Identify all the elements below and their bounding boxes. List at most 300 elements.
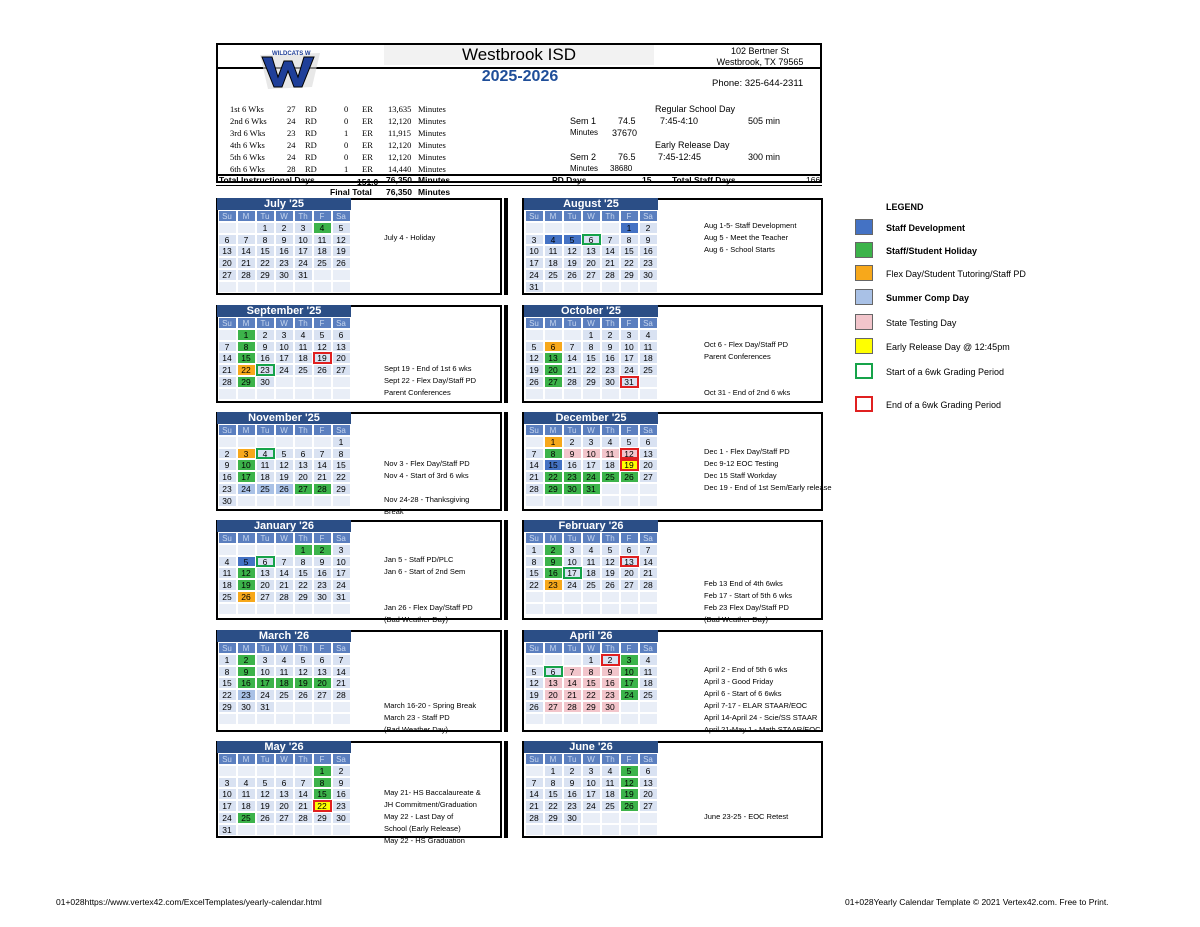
empty-day-cell bbox=[544, 222, 563, 234]
weekday-header: Th bbox=[294, 642, 313, 654]
month-calendar bbox=[524, 198, 658, 293]
empty-day-cell bbox=[275, 388, 294, 400]
empty-day-cell bbox=[294, 281, 313, 293]
summary-rd: 28 bbox=[287, 164, 296, 174]
month-calendar bbox=[217, 741, 351, 836]
empty-day-cell bbox=[525, 765, 544, 777]
day-cell: 5 bbox=[275, 448, 294, 460]
day-cell: 11 bbox=[582, 556, 601, 568]
day-cell: 28 bbox=[525, 483, 544, 495]
day-cell: 19 bbox=[525, 689, 544, 701]
day-cell: 24 bbox=[620, 364, 639, 376]
day-cell: 28 bbox=[237, 269, 256, 281]
note-line bbox=[704, 542, 792, 554]
final-total-minutes: 76,350 bbox=[386, 187, 412, 197]
day-cell: 9 bbox=[256, 341, 275, 353]
empty-day-cell bbox=[620, 603, 639, 615]
day-cell: 4 bbox=[275, 654, 294, 666]
empty-day-cell bbox=[218, 603, 237, 615]
empty-day-cell bbox=[275, 281, 294, 293]
day-cell: 2 bbox=[332, 765, 351, 777]
sem1-minutes: 37670 bbox=[612, 128, 638, 138]
note-line bbox=[704, 652, 821, 664]
month-title: September '25 bbox=[217, 305, 351, 317]
empty-day-cell bbox=[639, 376, 658, 388]
day-cell: 27 bbox=[639, 800, 658, 812]
month-notes bbox=[384, 763, 481, 847]
day-cell: 19 bbox=[620, 459, 639, 471]
empty-day-cell bbox=[525, 713, 544, 725]
weekday-header: F bbox=[620, 210, 639, 222]
month-notes bbox=[384, 652, 476, 736]
note-line: Aug 1-5- Staff Development bbox=[704, 221, 797, 230]
panel-separator bbox=[504, 412, 508, 511]
month-grid bbox=[525, 753, 659, 836]
month-calendar bbox=[217, 305, 351, 400]
summary-er-label: ER bbox=[362, 164, 373, 174]
early-day-label: Early Release Day bbox=[655, 140, 730, 150]
address-line1: 102 Bertner St bbox=[730, 46, 790, 56]
summary-period: 4th 6 Wks bbox=[230, 140, 265, 150]
empty-day-cell bbox=[313, 713, 332, 725]
day-cell: 17 bbox=[563, 567, 582, 579]
note-line: Aug 6 - School Starts bbox=[704, 245, 775, 254]
note-line bbox=[384, 351, 476, 363]
month-title: May '26 bbox=[217, 741, 351, 753]
day-cell: 14 bbox=[275, 567, 294, 579]
note-line: July 4 - Holiday bbox=[384, 233, 436, 242]
empty-day-cell bbox=[256, 713, 275, 725]
note-line: Parent Conferences bbox=[704, 352, 771, 361]
day-cell: 21 bbox=[313, 471, 332, 483]
day-cell: 3 bbox=[582, 436, 601, 448]
day-cell: 6 bbox=[639, 765, 658, 777]
weekday-header: Sa bbox=[332, 424, 351, 436]
day-cell: 6 bbox=[544, 341, 563, 353]
day-cell: 13 bbox=[620, 556, 639, 568]
day-cell: 22 bbox=[294, 579, 313, 591]
day-cell: 25 bbox=[639, 689, 658, 701]
day-cell: 16 bbox=[601, 352, 620, 364]
weekday-header: Tu bbox=[563, 317, 582, 329]
empty-day-cell bbox=[563, 591, 582, 603]
regular-day-time: 7:45-4:10 bbox=[660, 116, 699, 126]
day-cell: 11 bbox=[639, 666, 658, 678]
day-cell: 13 bbox=[218, 245, 237, 257]
day-cell: 24 bbox=[218, 812, 237, 824]
day-cell: 23 bbox=[256, 364, 275, 376]
day-cell: 1 bbox=[544, 436, 563, 448]
day-cell: 10 bbox=[332, 556, 351, 568]
weekday-header: Su bbox=[218, 532, 237, 544]
day-cell: 25 bbox=[294, 364, 313, 376]
day-cell: 14 bbox=[525, 788, 544, 800]
note-line bbox=[384, 542, 473, 554]
day-cell: 5 bbox=[620, 765, 639, 777]
weekday-header: F bbox=[620, 317, 639, 329]
day-cell: 1 bbox=[582, 654, 601, 666]
day-cell: 29 bbox=[237, 376, 256, 388]
day-cell: 19 bbox=[294, 677, 313, 689]
day-cell: 29 bbox=[620, 269, 639, 281]
summary-er-label: ER bbox=[362, 152, 373, 162]
day-cell: 11 bbox=[294, 341, 313, 353]
weekday-header: M bbox=[237, 532, 256, 544]
empty-day-cell bbox=[218, 388, 237, 400]
day-cell: 8 bbox=[218, 666, 237, 678]
sem1-value: 74.5 bbox=[618, 116, 636, 126]
day-cell: 30 bbox=[563, 483, 582, 495]
summary-minutes: 12,120 bbox=[388, 152, 412, 162]
empty-day-cell bbox=[544, 654, 563, 666]
day-cell: 26 bbox=[332, 257, 351, 269]
weekday-header: Sa bbox=[639, 424, 658, 436]
day-cell: 14 bbox=[237, 245, 256, 257]
weekday-header: W bbox=[582, 424, 601, 436]
day-cell: 22 bbox=[256, 257, 275, 269]
day-cell: 2 bbox=[256, 329, 275, 341]
note-line bbox=[384, 578, 473, 590]
summary-period: 1st 6 Wks bbox=[230, 104, 264, 114]
weekday-header: W bbox=[275, 532, 294, 544]
empty-day-cell bbox=[237, 281, 256, 293]
month-notes bbox=[384, 542, 473, 626]
day-cell: 11 bbox=[544, 245, 563, 257]
weekday-header: Su bbox=[525, 317, 544, 329]
day-cell: 1 bbox=[620, 222, 639, 234]
day-cell: 31 bbox=[525, 281, 544, 293]
day-cell: 20 bbox=[582, 257, 601, 269]
day-cell: 21 bbox=[237, 257, 256, 269]
month-title: August '25 bbox=[524, 198, 658, 210]
day-cell: 17 bbox=[620, 677, 639, 689]
weekday-header: W bbox=[582, 642, 601, 654]
day-cell: 15 bbox=[582, 352, 601, 364]
legend-label: State Testing Day bbox=[886, 318, 957, 328]
day-cell: 29 bbox=[218, 701, 237, 713]
weekday-header: Sa bbox=[332, 210, 351, 222]
empty-day-cell bbox=[639, 591, 658, 603]
empty-day-cell bbox=[294, 603, 313, 615]
month-calendar bbox=[524, 520, 658, 615]
summary-rd: 24 bbox=[287, 152, 296, 162]
day-cell: 25 bbox=[544, 269, 563, 281]
weekday-header: Tu bbox=[256, 424, 275, 436]
summary-er: 0 bbox=[344, 152, 349, 162]
day-cell: 17 bbox=[525, 257, 544, 269]
empty-day-cell bbox=[275, 495, 294, 507]
day-cell: 4 bbox=[601, 765, 620, 777]
note-line: June 23-25 - EOC Retest bbox=[704, 812, 789, 821]
day-cell: 9 bbox=[639, 234, 658, 246]
empty-day-cell bbox=[563, 713, 582, 725]
panel-separator bbox=[504, 520, 508, 620]
empty-day-cell bbox=[275, 436, 294, 448]
day-cell: 15 bbox=[313, 788, 332, 800]
weekday-header: Tu bbox=[256, 753, 275, 765]
sem2-label: Sem 2 bbox=[570, 152, 597, 162]
empty-day-cell bbox=[544, 603, 563, 615]
day-cell: 26 bbox=[237, 591, 256, 603]
day-cell: 4 bbox=[256, 448, 275, 460]
day-cell: 17 bbox=[275, 352, 294, 364]
empty-day-cell bbox=[620, 812, 639, 824]
day-cell: 9 bbox=[601, 666, 620, 678]
weekday-header: W bbox=[275, 642, 294, 654]
weekday-header: Su bbox=[525, 642, 544, 654]
note-line bbox=[384, 446, 470, 458]
day-cell: 25 bbox=[218, 591, 237, 603]
day-cell: 11 bbox=[218, 567, 237, 579]
day-cell: 24 bbox=[294, 257, 313, 269]
note-line: Oct 6 - Flex Day/Staff PD bbox=[704, 340, 789, 349]
empty-day-cell bbox=[525, 329, 544, 341]
day-cell: 20 bbox=[639, 788, 658, 800]
day-cell: 21 bbox=[218, 364, 237, 376]
day-cell: 31 bbox=[294, 269, 313, 281]
note-line: Nov 4 - Start of 3rd 6 wks bbox=[384, 471, 469, 480]
empty-day-cell bbox=[639, 495, 658, 507]
empty-day-cell bbox=[601, 713, 620, 725]
day-cell: 29 bbox=[256, 269, 275, 281]
empty-day-cell bbox=[237, 765, 256, 777]
month-title: February '26 bbox=[524, 520, 658, 532]
month-grid bbox=[525, 424, 659, 507]
day-cell: 16 bbox=[237, 677, 256, 689]
note-line: Nov 24-28 - Thanksgiving bbox=[384, 495, 470, 504]
day-cell: 3 bbox=[620, 654, 639, 666]
day-cell: 10 bbox=[237, 459, 256, 471]
day-cell: 16 bbox=[544, 567, 563, 579]
day-cell: 3 bbox=[620, 329, 639, 341]
empty-day-cell bbox=[620, 483, 639, 495]
day-cell: 12 bbox=[294, 666, 313, 678]
day-cell: 14 bbox=[313, 459, 332, 471]
weekday-header: Su bbox=[525, 210, 544, 222]
day-cell: 25 bbox=[601, 800, 620, 812]
empty-day-cell bbox=[620, 495, 639, 507]
weekday-header: F bbox=[313, 424, 332, 436]
day-cell: 23 bbox=[218, 483, 237, 495]
day-cell: 8 bbox=[620, 234, 639, 246]
day-cell: 13 bbox=[275, 788, 294, 800]
note-line bbox=[384, 482, 470, 494]
day-cell: 13 bbox=[639, 777, 658, 789]
weekday-header: F bbox=[313, 532, 332, 544]
note-line: Dec 19 - End of 1st Sem/Early release bbox=[704, 483, 832, 492]
empty-day-cell bbox=[544, 591, 563, 603]
day-cell: 7 bbox=[563, 341, 582, 353]
weekday-header: Su bbox=[525, 532, 544, 544]
regular-day-minutes: 505 min bbox=[748, 116, 781, 126]
empty-day-cell bbox=[332, 388, 351, 400]
empty-day-cell bbox=[275, 544, 294, 556]
day-cell: 2 bbox=[563, 436, 582, 448]
summary-er: 0 bbox=[344, 104, 349, 114]
month-grid bbox=[218, 753, 352, 836]
day-cell: 13 bbox=[313, 666, 332, 678]
day-cell: 14 bbox=[601, 245, 620, 257]
empty-day-cell bbox=[256, 436, 275, 448]
empty-day-cell bbox=[601, 603, 620, 615]
day-cell: 14 bbox=[294, 788, 313, 800]
month-title: December '25 bbox=[524, 412, 658, 424]
empty-day-cell bbox=[544, 281, 563, 293]
day-cell: 20 bbox=[332, 352, 351, 364]
note-line bbox=[384, 652, 476, 664]
note-line bbox=[704, 763, 788, 775]
day-cell: 25 bbox=[639, 364, 658, 376]
day-cell: 19 bbox=[563, 257, 582, 269]
early-day-time: 7:45-12:45 bbox=[658, 152, 702, 162]
empty-day-cell bbox=[582, 713, 601, 725]
day-cell: 1 bbox=[332, 436, 351, 448]
empty-day-cell bbox=[525, 436, 544, 448]
day-cell: 14 bbox=[563, 677, 582, 689]
empty-day-cell bbox=[294, 713, 313, 725]
day-cell: 11 bbox=[275, 666, 294, 678]
day-cell: 8 bbox=[582, 666, 601, 678]
day-cell: 17 bbox=[332, 567, 351, 579]
month-calendar bbox=[524, 412, 658, 507]
weekday-header: Th bbox=[601, 532, 620, 544]
empty-day-cell bbox=[601, 388, 620, 400]
month-calendar bbox=[524, 630, 658, 725]
empty-day-cell bbox=[275, 765, 294, 777]
empty-day-cell bbox=[256, 765, 275, 777]
note-line: Jan 5 - Staff PD/PLC bbox=[384, 555, 454, 564]
day-cell: 8 bbox=[256, 234, 275, 246]
day-cell: 26 bbox=[620, 471, 639, 483]
weekday-header: M bbox=[237, 642, 256, 654]
summary-period: 5th 6 Wks bbox=[230, 152, 265, 162]
empty-day-cell bbox=[313, 269, 332, 281]
summary-period: 6th 6 Wks bbox=[230, 164, 265, 174]
day-cell: 16 bbox=[218, 471, 237, 483]
day-cell: 16 bbox=[563, 788, 582, 800]
day-cell: 14 bbox=[332, 666, 351, 678]
summary-unit: Minutes bbox=[418, 164, 446, 174]
weekday-header: Tu bbox=[563, 424, 582, 436]
day-cell: 16 bbox=[275, 245, 294, 257]
day-cell: 4 bbox=[313, 222, 332, 234]
empty-day-cell bbox=[237, 713, 256, 725]
weekday-header: Tu bbox=[563, 642, 582, 654]
day-cell: 31 bbox=[620, 376, 639, 388]
day-cell: 16 bbox=[256, 352, 275, 364]
day-cell: 18 bbox=[601, 459, 620, 471]
day-cell: 19 bbox=[237, 579, 256, 591]
month-calendar bbox=[217, 520, 351, 615]
weekday-header: Su bbox=[218, 642, 237, 654]
summary-er-label: ER bbox=[362, 128, 373, 138]
note-line: School (Early Release) bbox=[384, 824, 461, 833]
panel-separator bbox=[504, 198, 508, 295]
empty-day-cell bbox=[601, 222, 620, 234]
empty-day-cell bbox=[313, 376, 332, 388]
note-line: Dec 9-12 EOC Testing bbox=[704, 459, 779, 468]
empty-day-cell bbox=[620, 824, 639, 836]
day-cell: 4 bbox=[582, 544, 601, 556]
day-cell: 31 bbox=[582, 483, 601, 495]
day-cell: 28 bbox=[332, 689, 351, 701]
day-cell: 10 bbox=[582, 448, 601, 460]
day-cell: 15 bbox=[256, 245, 275, 257]
weekday-header: Th bbox=[601, 424, 620, 436]
day-cell: 27 bbox=[218, 269, 237, 281]
weekday-header: Su bbox=[525, 753, 544, 765]
day-cell: 25 bbox=[237, 812, 256, 824]
logo-text: WILDCATS W bbox=[272, 51, 311, 57]
weekday-header: W bbox=[582, 317, 601, 329]
day-cell: 1 bbox=[544, 765, 563, 777]
day-cell: 12 bbox=[563, 245, 582, 257]
day-cell: 13 bbox=[332, 341, 351, 353]
note-line: March 23 - Staff PD bbox=[384, 713, 450, 722]
weekday-header: Th bbox=[294, 753, 313, 765]
empty-day-cell bbox=[218, 436, 237, 448]
day-cell: 10 bbox=[582, 777, 601, 789]
day-cell: 22 bbox=[525, 579, 544, 591]
day-cell: 5 bbox=[525, 341, 544, 353]
day-cell: 24 bbox=[237, 483, 256, 495]
note-line: March 16-20 - Spring Break bbox=[384, 701, 477, 710]
legend-label: Start of a 6wk Grading Period bbox=[886, 367, 1005, 377]
day-cell: 29 bbox=[582, 376, 601, 388]
empty-day-cell bbox=[525, 824, 544, 836]
month-calendar bbox=[524, 305, 658, 400]
day-cell: 28 bbox=[525, 812, 544, 824]
day-cell: 20 bbox=[256, 579, 275, 591]
day-cell: 22 bbox=[332, 471, 351, 483]
day-cell: 19 bbox=[313, 352, 332, 364]
day-cell: 21 bbox=[332, 677, 351, 689]
empty-day-cell bbox=[620, 591, 639, 603]
day-cell: 6 bbox=[218, 234, 237, 246]
day-cell: 30 bbox=[256, 376, 275, 388]
legend-title: LEGEND bbox=[886, 202, 924, 212]
day-cell: 30 bbox=[237, 701, 256, 713]
empty-day-cell bbox=[639, 824, 658, 836]
month-notes bbox=[704, 763, 788, 823]
weekday-header: Sa bbox=[332, 753, 351, 765]
empty-day-cell bbox=[275, 603, 294, 615]
day-cell: 22 bbox=[313, 800, 332, 812]
day-cell: 20 bbox=[639, 459, 658, 471]
final-total-label: Final Total bbox=[330, 187, 372, 197]
summary-rd: 27 bbox=[287, 104, 296, 114]
day-cell: 6 bbox=[620, 544, 639, 556]
weekday-header: Sa bbox=[639, 317, 658, 329]
weekday-header: Su bbox=[218, 424, 237, 436]
empty-day-cell bbox=[332, 701, 351, 713]
note-line bbox=[384, 775, 481, 787]
empty-day-cell bbox=[275, 376, 294, 388]
month-notes bbox=[384, 327, 476, 399]
empty-day-cell bbox=[218, 281, 237, 293]
note-line: (Bad Weather Day) bbox=[704, 615, 769, 624]
legend-label: Early Release Day @ 12:45pm bbox=[886, 342, 1010, 352]
weekday-header: Tu bbox=[256, 317, 275, 329]
empty-day-cell bbox=[313, 388, 332, 400]
day-cell: 26 bbox=[601, 579, 620, 591]
day-cell: 1 bbox=[582, 329, 601, 341]
weekday-header: Th bbox=[601, 317, 620, 329]
empty-day-cell bbox=[294, 765, 313, 777]
day-cell: 1 bbox=[294, 544, 313, 556]
day-cell: 5 bbox=[620, 436, 639, 448]
weekday-header: W bbox=[582, 210, 601, 222]
